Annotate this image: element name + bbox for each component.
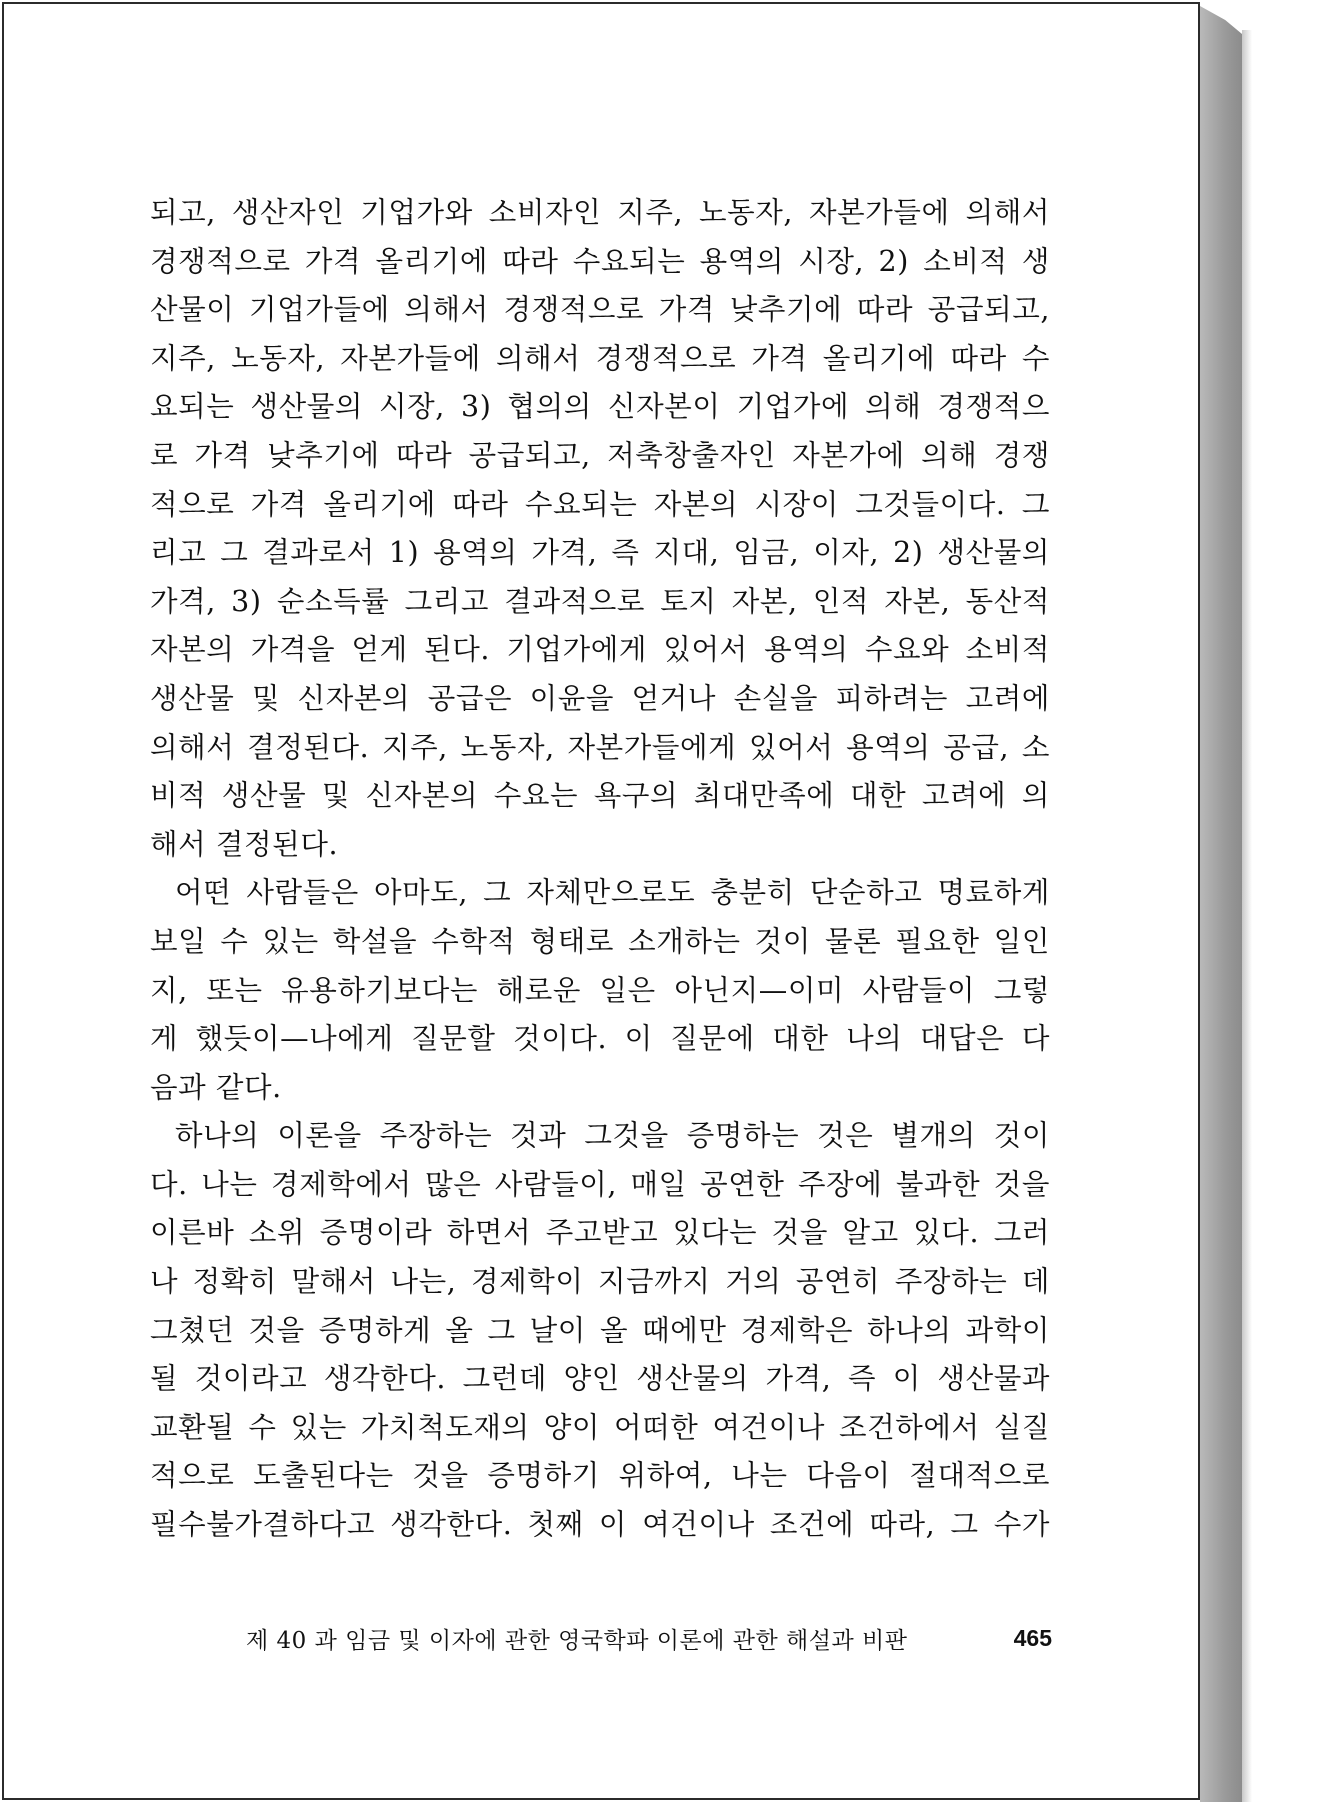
- text-line: 자본의 가격을 얻게 된다. 기업가에게 있어서 용역의 수요와 소비적: [150, 633, 1050, 667]
- page-number: 465: [1013, 1624, 1052, 1651]
- chapter-title: 제 40 과 임금 및 이자에 관한 영국학파 이론에 관한 해설과 비판: [246, 1627, 908, 1654]
- text-line: 나 정확히 말해서 나는, 경제학이 지금까지 거의 공연히 주장하는 데: [150, 1265, 1050, 1299]
- text-line: 하나의 이론을 주장하는 것과 그것을 증명하는 것은 별개의 것이: [175, 1119, 1050, 1153]
- text-line: 가격, 3) 순소득률 그리고 결과적으로 토지 자본, 인적 자본, 동산적: [150, 584, 1050, 618]
- text-line: 경쟁적으로 가격 올리기에 따라 수요되는 용역의 시장, 2) 소비적 생: [150, 244, 1050, 278]
- running-footer: [246, 1618, 1052, 1658]
- text-line: 해서 결정된다.: [150, 827, 339, 861]
- text-line: 리고 그 결과로서 1) 용역의 가격, 즉 지대, 임금, 이자, 2) 생산물의: [150, 536, 1050, 570]
- text-line: 산물이 기업가들에 의해서 경쟁적으로 가격 낮추기에 따라 공급되고,: [150, 293, 1050, 327]
- text-line: 음과 같다.: [150, 1070, 282, 1104]
- text-line: 보일 수 있는 학설을 수학적 형태로 소개하는 것이 물론 필요한 일인: [150, 924, 1050, 958]
- text-line: 이른바 소위 증명이라 하면서 주고받고 있다는 것을 알고 있다. 그러: [150, 1216, 1050, 1250]
- text-line: 의해서 결정된다. 지주, 노동자, 자본가들에게 있어서 용역의 공급, 소: [150, 730, 1050, 764]
- text-line: 요되는 생산물의 시장, 3) 협의의 신자본이 기업가에 의해 경쟁적으: [150, 390, 1050, 424]
- text-line: 로 가격 낮추기에 따라 공급되고, 저축창출자인 자본가에 의해 경쟁: [150, 438, 1050, 472]
- text-line: 교환될 수 있는 가치척도재의 양이 어떠한 여건이나 조건하에서 실질: [150, 1410, 1050, 1444]
- text-line: 되고, 생산자인 기업가와 소비자인 지주, 노동자, 자본가들에 의해서: [150, 196, 1050, 229]
- text-line: 생산물 및 신자본의 공급은 이윤을 얻거나 손실을 피하려는 고려에: [150, 681, 1050, 715]
- text-line: 필수불가결하다고 생각한다. 첫째 이 여건이나 조건에 따라, 그 수가: [150, 1508, 1050, 1542]
- body-text: [150, 189, 1050, 1550]
- text-line: 다. 나는 경제학에서 많은 사람들이, 매일 공연한 주장에 불과한 것을: [150, 1167, 1050, 1201]
- text-line: 어떤 사람들은 아마도, 그 자체만으로도 충분히 단순하고 명료하게: [175, 876, 1050, 910]
- text-line: 적으로 도출된다는 것을 증명하기 위하여, 나는 다음이 절대적으로: [150, 1459, 1050, 1493]
- text-line: 비적 생산물 및 신자본의 수요는 욕구의 최대만족에 대한 고려에 의: [150, 779, 1050, 813]
- text-line: 지주, 노동자, 자본가들에 의해서 경쟁적으로 가격 올리기에 따라 수: [150, 341, 1050, 375]
- page-edge: [1200, 6, 1242, 1802]
- page-edge-shadow: [1242, 30, 1252, 1802]
- text-line: 지, 또는 유용하기보다는 해로운 일은 아닌지—이미 사람들이 그렇: [150, 973, 1050, 1007]
- text-line: 게 했듯이—나에게 질문할 것이다. 이 질문에 대한 나의 대답은 다: [150, 1022, 1050, 1056]
- text-line: 그쳤던 것을 증명하게 올 그 날이 올 때에만 경제학은 하나의 과학이: [150, 1313, 1050, 1347]
- text-line: 적으로 가격 올리기에 따라 수요되는 자본의 시장이 그것들이다. 그: [150, 487, 1050, 521]
- text-line: 될 것이라고 생각한다. 그런데 양인 생산물의 가격, 즉 이 생산물과: [150, 1362, 1050, 1396]
